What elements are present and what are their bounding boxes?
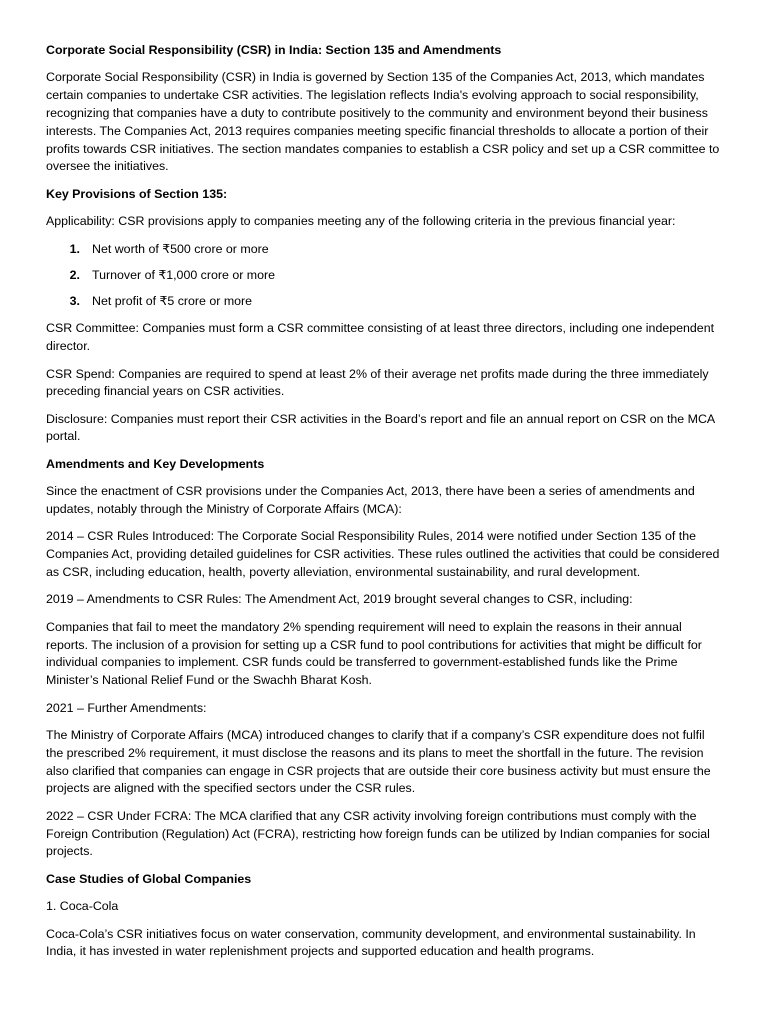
case-study-coca-cola-paragraph: Coca-Cola’s CSR initiatives focus on water conservation, community development, and environmental sustainability. In India, it has invested in water replenishment projects and supported education and health programs. [46, 926, 696, 959]
list-item [46, 267, 724, 285]
list-item-number: 1. [69, 241, 80, 256]
amendments-intro-paragraph: Since the enactment of CSR provisions under the Companies Act, 2013, there have been a series of amendments and updates, notably through the Ministry of Corporate Affairs (MCA): [46, 484, 695, 517]
amendment-2021-detail-paragraph: The Ministry of Corporate Affairs (MCA) introduced changes to clarify that if a company’s CSR expenditure does not fulfil the prescribed 2% requirement, it must disclose the reasons and its plans to meet the shortfall in the future. The revision also clarified that companies can engage in CSR projects that are outside their core business activity but must ensure the projects are aligned with the specified sectors under the CSR rules. [46, 728, 711, 796]
list-item [46, 293, 724, 311]
amendments-heading: Amendments and Key Developments [46, 456, 265, 471]
key-provisions-heading: Key Provisions of Section 135: [46, 186, 228, 201]
amendment-2022-paragraph: 2022 – CSR Under FCRA: The MCA clarified that any CSR activity involving foreign contributions must comply with the Foreign Contribution (Regulation) Act (FCRA), restricting how foreign funds can be utilized by Indian companies for social projects. [46, 808, 710, 859]
case-studies-heading: Case Studies of Global Companies [46, 871, 252, 886]
intro-paragraph: Corporate Social Responsibility (CSR) in India is governed by Section 135 of the Companies Act, 2013, which mandates certain companies to undertake CSR activities. The legislation reflects India's evolving approach to social responsibility, recognizing that companies have a duty to contribute positively to the community and environment beyond their business interests. The Companies Act, 2013 requires companies meeting specific financial thresholds to allocate a portion of their profits towards CSR initiatives. The section mandates companies to establish a CSR policy and set up a CSR committee to oversee the initiatives. [46, 70, 720, 174]
amendment-2014-paragraph: 2014 – CSR Rules Introduced: The Corporate Social Responsibility Rules, 2014 were notified under Section 135 of the Companies Act, providing detailed guidelines for CSR activities. These rules outlined the activities that could be considered as CSR, including education, health, poverty alleviation, environmental sustainability, and rural development. [46, 529, 720, 580]
applicability-paragraph: Applicability: CSR provisions apply to companies meeting any of the following criteria in the previous financial year: [46, 214, 676, 229]
committee-paragraph: CSR Committee: Companies must form a CSR committee consisting of at least three directors, including one independent director. [46, 321, 715, 354]
list-item-number: 3. [69, 293, 80, 308]
disclosure-paragraph: Disclosure: Companies must report their CSR activities in the Board’s report and file an annual report on CSR on the MCA portal. [46, 411, 715, 444]
list-item-number: 2. [69, 267, 80, 282]
amendment-2021-paragraph: 2021 – Further Amendments: [46, 700, 207, 715]
amendment-2019-detail-paragraph: Companies that fail to meet the mandatory 2% spending requirement will need to explain the reasons in their annual reports. The inclusion of a provision for setting up a CSR fund to pool contributions for activities that might be difficult for individual companies to implement. CSR funds could be transferred to government-established funds like the Prime Minister’s National Relief Fund or the Swachh Bharat Kosh. [46, 619, 702, 688]
list-item-text: Turnover of ₹1,000 crore or more [92, 267, 276, 282]
criteria-list [46, 241, 724, 311]
list-item [46, 241, 724, 259]
document-title: Corporate Social Responsibility (CSR) in India: Section 135 and Amendments [46, 43, 502, 57]
list-item-text: Net worth of ₹500 crore or more [92, 241, 269, 256]
spend-paragraph: CSR Spend: Companies are required to spend at least 2% of their average net profits made during the three immediately preceding financial years on CSR activities. [46, 366, 709, 399]
case-study-coca-cola-title: 1. Coca-Cola [46, 899, 119, 914]
amendment-2019-paragraph: 2019 – Amendments to CSR Rules: The Amendment Act, 2019 brought several changes to CSR, including: [46, 592, 633, 607]
list-item-text: Net profit of ₹5 crore or more [92, 293, 253, 308]
